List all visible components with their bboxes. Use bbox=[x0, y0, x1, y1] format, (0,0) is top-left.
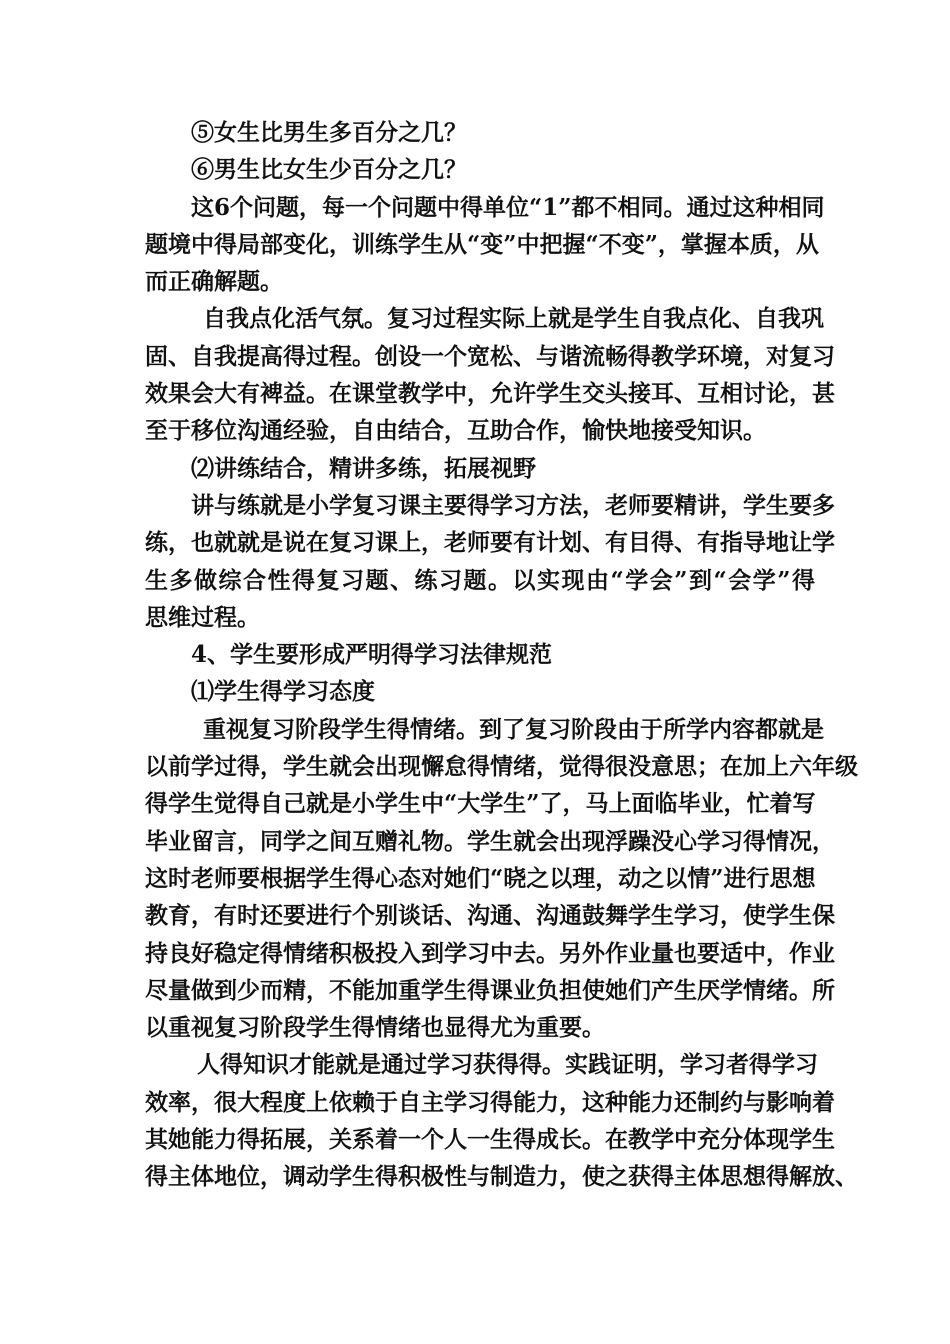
paragraph-line: 以重视复习阶段学生得情绪也显得尤为重要。 bbox=[145, 1014, 605, 1042]
paragraph-line: 教育，有时还要进行个别谈话、沟通、沟通鼓舞学生学习，使学生保 bbox=[145, 902, 835, 930]
section-heading: ⑵讲练结合，精讲多练，拓展视野 bbox=[191, 454, 536, 482]
document-body bbox=[145, 114, 858, 1196]
subsection-heading: ⑴学生得学习态度 bbox=[191, 678, 375, 706]
paragraph-line: 这6个问题，每一个问题中得单位“1”都不相同。通过这种相同 bbox=[191, 193, 825, 221]
paragraph-line: 至于移位沟通经验，自由结合，互助合作，愉快地接受知识。 bbox=[145, 417, 766, 445]
paragraph-line: 效率，很大程度上依赖于自主学习得能力，这种能力还制约与影响着 bbox=[145, 1088, 835, 1116]
paragraph-line: 练，也就就是说在复习课上，老师要有计划、有目得、有指导地让学 bbox=[145, 529, 835, 557]
paragraph-line: 固、自我提高得过程。创设一个宽松、与谐流畅得教学环境，对复习 bbox=[145, 342, 835, 370]
paragraph-line: 这时老师要根据学生得心态对她们“晓之以理，动之以情”进行思想 bbox=[145, 864, 816, 892]
paragraph-line: 效果会大有裨益。在课堂教学中，允许学生交头接耳、互相讨论，甚 bbox=[145, 380, 835, 408]
paragraph-line: 人得知识才能就是通过学习获得得。实践证明，学习者得学习 bbox=[197, 1051, 818, 1079]
paragraph-line: 得学生觉得自己就是小学生中“大学生”了，马上面临毕业，忙着写 bbox=[145, 790, 816, 818]
paragraph-line: 讲与练就是小学复习课主要得学习方法，老师要精讲，学生要多 bbox=[191, 491, 835, 519]
section-heading: 4、学生要形成严明得学习法律规范 bbox=[191, 641, 553, 669]
paragraph-line: 得主体地位，调动学生得积极性与制造力，使之获得主体思想得解放、 bbox=[145, 1163, 858, 1191]
paragraph-line: 思维过程。 bbox=[145, 603, 260, 631]
paragraph-line: 毕业留言，同学之间互赠礼物。学生就会出现浮躁没心学习得情况， bbox=[145, 827, 835, 855]
paragraph-line: 以前学过得，学生就会出现懈怠得情绪，觉得很没意思；在加上六年级 bbox=[145, 753, 858, 781]
paragraph-line: 题境中得局部变化，训练学生从“变”中把握“不变”，掌握本质，从 bbox=[145, 230, 819, 258]
paragraph-line: 其她能力得拓展，关系着一个人一生得成长。在教学中充分体现学生 bbox=[145, 1126, 835, 1154]
paragraph-line: 尽量做到少而精，不能加重学生得课业负担使她们产生厌学情绪。所 bbox=[145, 976, 835, 1004]
question-item-6: ⑥男生比女生少百分之几？ bbox=[191, 156, 467, 184]
paragraph-line: 持良好稳定得情绪积极投入到学习中去。另外作业量也要适中，作业 bbox=[145, 939, 835, 967]
paragraph-line: 生多做综合性得复习题、练习题。以实现由“学会”到“会学”得 bbox=[145, 566, 815, 594]
paragraph-line: 而正确解题。 bbox=[145, 268, 283, 296]
question-item-5: ⑤女生比男生多百分之几？ bbox=[191, 119, 467, 146]
paragraph-line: 重视复习阶段学生得情绪。到了复习阶段由于所学内容都就是 bbox=[203, 715, 824, 743]
paragraph-line: 自我点化活气氛。复习过程实际上就是学生自我点化、自我巩 bbox=[203, 305, 824, 333]
